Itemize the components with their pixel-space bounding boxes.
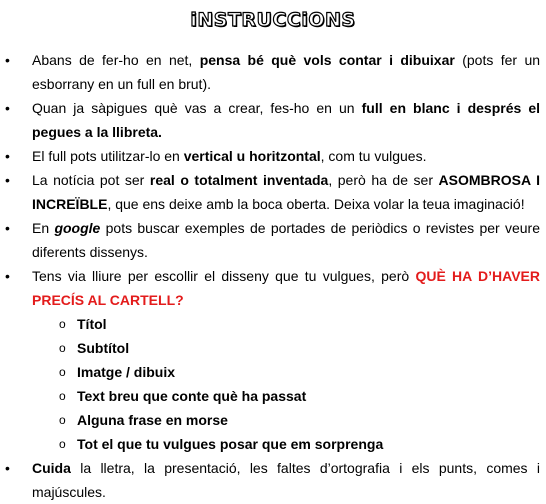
list-item: • Quan ja sàpigues què vas a crear, fes-ho en un full en blanc i després el pegues a la llibreta.	[0, 96, 540, 144]
title-text: iNSTRUCCiONS	[190, 9, 356, 31]
sub-list-item: o Tot el que tu vulgues posar que em sorprenga	[32, 432, 540, 456]
sub-list-item: o Imatge / dibuix	[32, 360, 540, 384]
list-item: • El full pots utilitzar-lo en vertical u horitzontal, com tu vulgues.	[0, 144, 540, 168]
sub-list-item: o Subtítol	[32, 336, 540, 360]
poster-elements-list	[32, 312, 540, 456]
sub-list-item: o Títol	[32, 312, 540, 336]
list-item: • La notícia pot ser real o totalment inventada, però ha de ser ASOMBROSA I INCREÏBLE, que ens deixe amb la boca oberta. Deixa volar la teua imaginació!	[0, 168, 540, 216]
list-item: • En google pots buscar exemples de portades de periòdics o revistes per veure diferents dissenys.	[0, 216, 540, 264]
sub-list-item: o Alguna frase en morse	[32, 408, 540, 432]
list-item: • Tens via lliure per escollir el disseny que tu vulgues, però QUÈ HA D’HAVER PRECÍS AL CARTELL? o Títol o Subtítol o Imatge / dibuix o Text breu que conte què ha passat o Alguna frase en morse o Tot el que tu vulgues posar que em sorprenga	[0, 264, 540, 456]
instructions-list	[0, 48, 540, 504]
list-item: • Abans de fer-ho en net, pensa bé què vols contar i dibuixar (pots fer un esborrany en un full en brut).	[0, 48, 540, 96]
sub-list-item: o Text breu que conte què ha passat	[32, 384, 540, 408]
list-item: • Cuida la lletra, la presentació, les faltes d’ortografia i els punts, comes i majúscules.	[0, 456, 540, 504]
page-title	[0, 9, 546, 31]
